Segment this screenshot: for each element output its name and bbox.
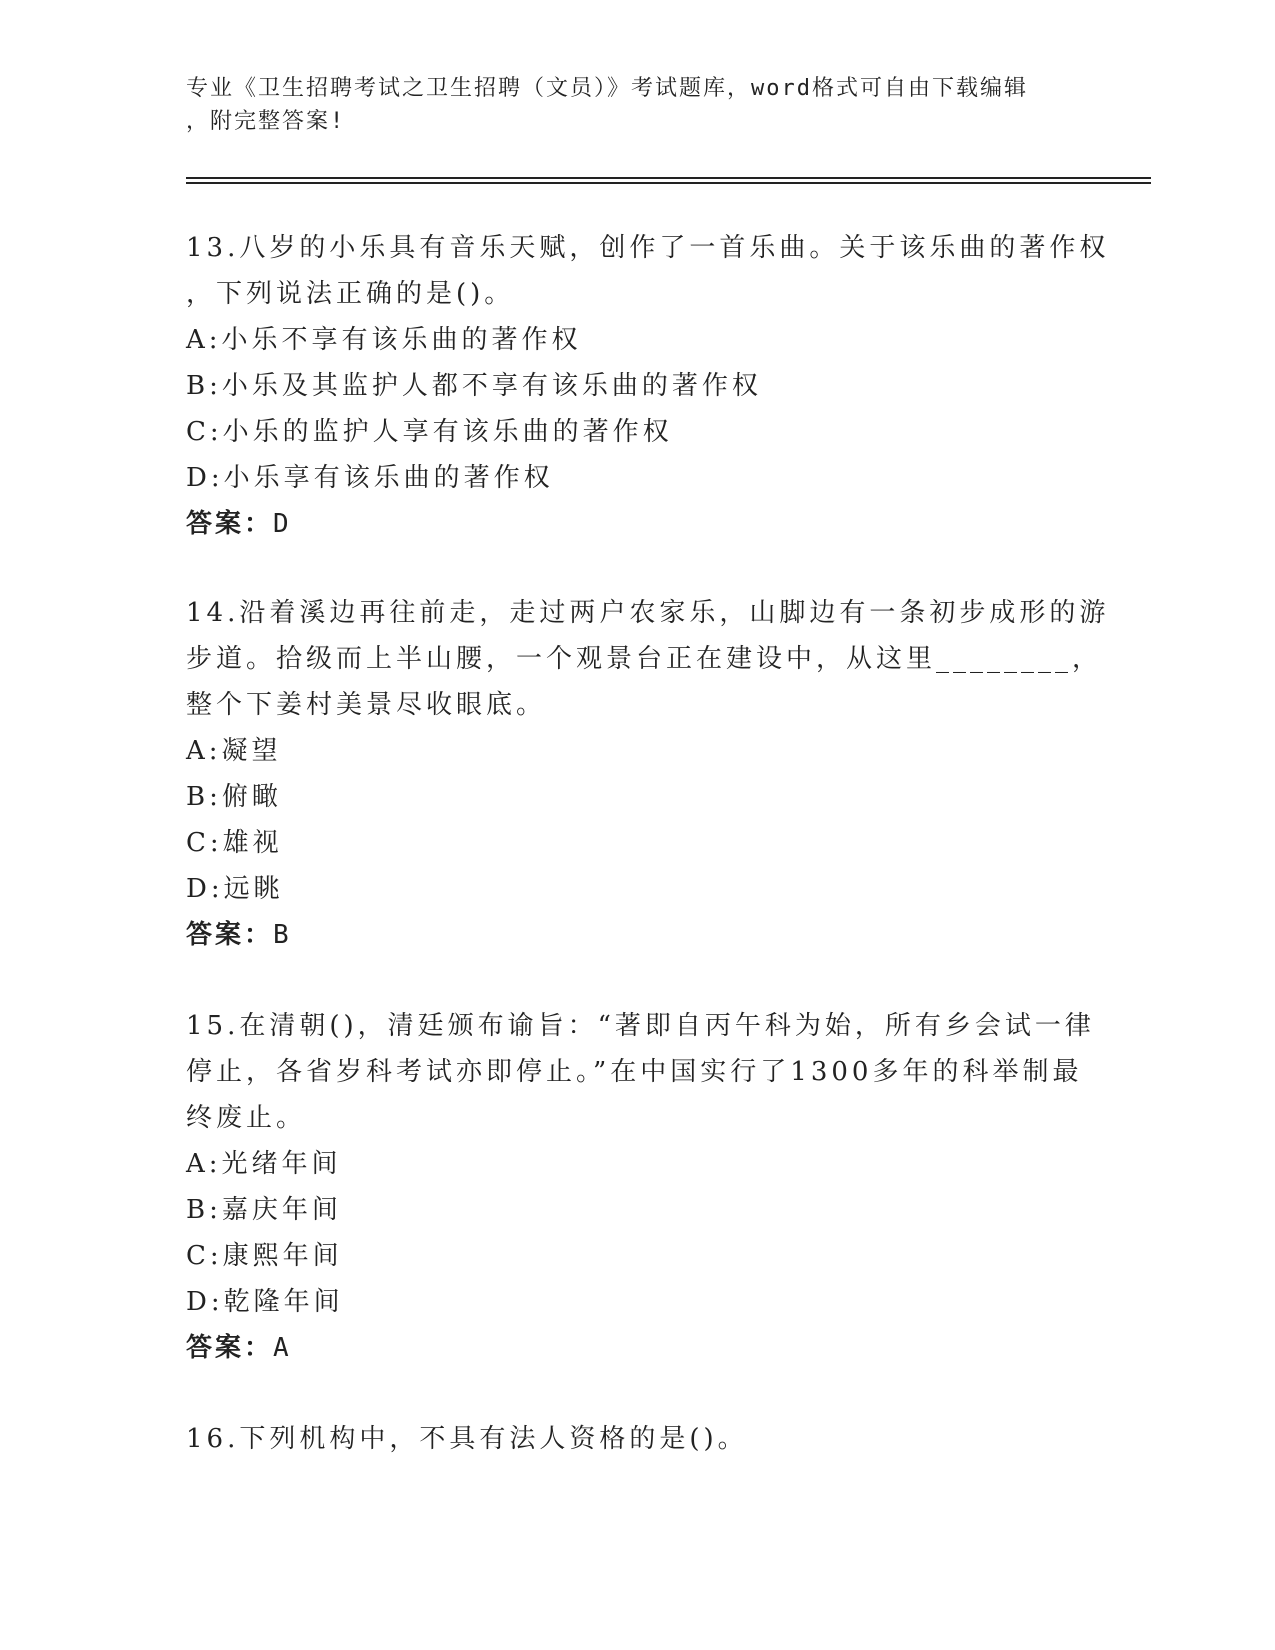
answer-value: A bbox=[273, 1333, 291, 1363]
option-c: C:康熙年间 bbox=[186, 1241, 343, 1271]
option-c: C:小乐的监护人享有该乐曲的著作权 bbox=[186, 417, 673, 447]
question-stem-line: 15.在清朝()，清廷颁布谕旨：“著即自丙午科为始，所有乡会试一律 bbox=[186, 1011, 1095, 1041]
answer-label: 答案： bbox=[186, 1333, 274, 1363]
question-stem-line: 终废止。 bbox=[186, 1103, 307, 1133]
answer-label: 答案： bbox=[186, 509, 274, 539]
answer-value: D bbox=[273, 509, 291, 539]
option-c: C:雄视 bbox=[186, 828, 283, 858]
answer-line bbox=[186, 912, 1086, 958]
header-line-2: ，附完整答案! bbox=[186, 109, 346, 134]
option-d: D:远眺 bbox=[186, 874, 284, 904]
option-d: D:乾隆年间 bbox=[186, 1287, 344, 1317]
question-stem-line: 步道。拾级而上半山腰，一个观景台正在建设中，从这里________， bbox=[186, 644, 1103, 674]
question-stem-line: 整个下姜村美景尽收眼底。 bbox=[186, 690, 547, 720]
question-stem-line: 16.下列机构中，不具有法人资格的是()。 bbox=[186, 1424, 748, 1454]
header-line-1: 专业《卫生招聘考试之卫生招聘（文员）》考试题库，word格式可自由下载编辑 bbox=[186, 76, 1028, 101]
option-b: B:小乐及其监护人都不享有该乐曲的著作权 bbox=[186, 371, 762, 401]
option-a: A:凝望 bbox=[186, 736, 282, 766]
question-13 bbox=[186, 225, 1110, 547]
document-header bbox=[186, 72, 1066, 138]
option-b: B:俯瞰 bbox=[186, 782, 282, 812]
question-stem-line: 14.沿着溪边再往前走，走过两户农家乐，山脚边有一条初步成形的游 bbox=[186, 598, 1110, 628]
option-b: B:嘉庆年间 bbox=[186, 1195, 342, 1225]
option-d: D:小乐享有该乐曲的著作权 bbox=[186, 463, 554, 493]
answer-line bbox=[186, 501, 1086, 547]
option-a: A:光绪年间 bbox=[186, 1149, 342, 1179]
answer-line bbox=[186, 1325, 1086, 1371]
question-16 bbox=[186, 1416, 1086, 1462]
question-stem-line: ，下列说法正确的是()。 bbox=[186, 279, 515, 309]
option-a: A:小乐不享有该乐曲的著作权 bbox=[186, 325, 582, 355]
question-14 bbox=[186, 590, 1110, 958]
question-stem-line: 13.八岁的小乐具有音乐天赋，创作了一首乐曲。关于该乐曲的著作权 bbox=[186, 233, 1110, 263]
question-stem-line: 停止，各省岁科考试亦即停止。”在中国实行了1300多年的科举制最 bbox=[186, 1057, 1083, 1087]
answer-value: B bbox=[273, 920, 291, 950]
answer-label: 答案： bbox=[186, 920, 274, 950]
question-15 bbox=[186, 1003, 1095, 1371]
header-divider bbox=[186, 177, 1151, 184]
